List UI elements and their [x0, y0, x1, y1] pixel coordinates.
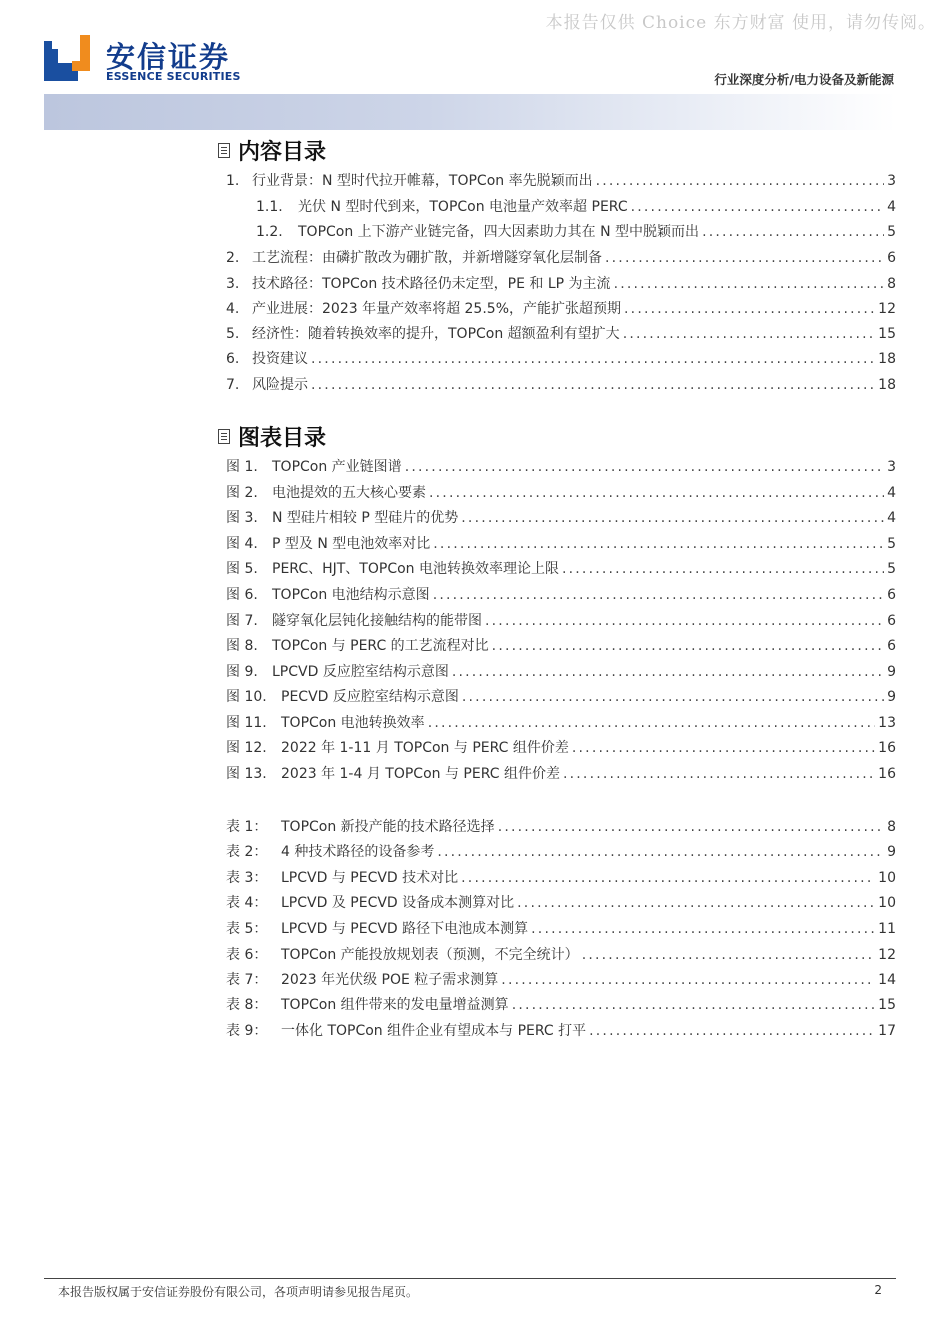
figure-entry[interactable] [226, 482, 896, 502]
toc-entry[interactable] [226, 221, 896, 241]
table-entry[interactable] [226, 841, 896, 861]
figure-entry-text: 电池提效的五大核心要素 [272, 485, 426, 501]
toc-entry[interactable] [226, 196, 896, 216]
table-entry-page: 12 [878, 947, 896, 963]
table-entry-number: 表 8： [226, 997, 268, 1013]
toc-entry[interactable] [226, 273, 896, 293]
figure-entry-page: 9 [887, 664, 896, 680]
figure-entry-text: TOPCon 电池转换效率 [281, 715, 425, 731]
toc-entry-text: 投资建议 [252, 351, 308, 367]
figures-title-text: 图表目录 [238, 426, 327, 451]
figure-entry-number: 图 3. [226, 510, 258, 526]
table-entry-page: 17 [878, 1023, 896, 1039]
figure-entry-text: TOPCon 电池结构示意图 [272, 587, 430, 603]
toc-entry-number: 7. [226, 377, 240, 393]
figure-entry[interactable] [226, 610, 896, 630]
watermark: 本报告仅供 Choice 东方财富 使用，请勿传阅。 [545, 13, 936, 33]
logo-chinese-name: 安信证券 [106, 40, 231, 74]
toc-entry-page: 18 [878, 377, 896, 393]
figure-entry-page: 3 [887, 459, 896, 475]
table-entry-text: LPCVD 及 PECVD 设备成本测算对比 [281, 895, 515, 911]
toc-entry-page: 8 [887, 276, 896, 292]
figure-entry-number: 图 2. [226, 485, 258, 501]
toc-entry-number: 3. [226, 276, 240, 292]
toc-entry-number: 4. [226, 301, 240, 317]
table-entry-number: 表 4： [226, 895, 268, 911]
toc-entry-text: 光伏 N 型时代到来，TOPCon 电池量产效率超 PERC [298, 199, 628, 215]
figure-entry-text: 2023 年 1-4 月 TOPCon 与 PERC 组件价差 [281, 766, 560, 782]
figure-entry-number: 图 13. [226, 766, 267, 782]
toc-entry-number: 5. [226, 326, 240, 342]
toc-entry-page: 18 [878, 351, 896, 367]
figure-entry-page: 5 [887, 536, 896, 552]
toc-entry-text: 产业进展：2023 年量产效率将超 25.5%，产能扩张超预期 [252, 301, 622, 317]
table-entry[interactable] [226, 944, 896, 964]
figure-entry[interactable] [226, 456, 896, 476]
figure-entry-number: 图 8. [226, 638, 258, 654]
contents-title [218, 135, 326, 166]
table-entry-text: TOPCon 产能投放规划表（预测，不完全统计） [281, 947, 579, 963]
toc-entry-text: 风险提示 [252, 377, 308, 393]
toc-entry-number: 6. [226, 351, 240, 367]
toc-entry-number: 1.1. [256, 199, 283, 215]
figure-entry-page: 6 [887, 587, 896, 603]
table-entry-text: 一体化 TOPCon 组件企业有望成本与 PERC 打平 [281, 1023, 587, 1039]
figure-entry-page: 9 [887, 689, 896, 705]
logo-english-name: ESSENCE SECURITIES [106, 70, 241, 83]
table-entry-number: 表 7： [226, 972, 268, 988]
figure-entry-text: PERC、HJT、TOPCon 电池转换效率理论上限 [272, 561, 559, 577]
figure-entry-text: TOPCon 与 PERC 的工艺流程对比 [272, 638, 489, 654]
report-type: 行业深度分析/电力设备及新能源 [714, 72, 894, 87]
toc-entry-number: 2. [226, 250, 240, 266]
figure-entry[interactable] [226, 558, 896, 578]
figure-entry-page: 5 [887, 561, 896, 577]
footer-disclaimer: 本报告版权属于安信证券股份有限公司，各项声明请参见报告尾页。 [58, 1285, 419, 1299]
table-entry-number: 表 9： [226, 1023, 268, 1039]
table-entry-text: TOPCon 新投产能的技术路径选择 [281, 819, 495, 835]
figure-entry-text: TOPCon 产业链图谱 [272, 459, 402, 475]
table-entry-text: LPCVD 与 PECVD 路径下电池成本测算 [281, 921, 529, 937]
table-entry[interactable] [226, 867, 896, 887]
figure-entry[interactable] [226, 661, 896, 681]
figure-entry[interactable] [226, 584, 896, 604]
figure-entry-text: P 型及 N 型电池效率对比 [272, 536, 431, 552]
figure-entry[interactable] [226, 686, 896, 706]
table-entry[interactable] [226, 969, 896, 989]
toc-entry-text: 经济性：随着转换效率的提升，TOPCon 超额盈利有望扩大 [252, 326, 620, 342]
table-entry[interactable] [226, 1020, 896, 1040]
figure-entry-page: 6 [887, 613, 896, 629]
figure-entry-page: 6 [887, 638, 896, 654]
document-icon [218, 143, 230, 158]
figure-entry[interactable] [226, 737, 896, 757]
logo-mark-icon [44, 35, 94, 85]
toc-entry-text: 行业背景：N 型时代拉开帷幕，TOPCon 率先脱颖而出 [252, 173, 593, 189]
table-entry-text: LPCVD 与 PECVD 技术对比 [281, 870, 459, 886]
table-entry-page: 11 [878, 921, 896, 937]
toc-entry-number: 1.2. [256, 224, 283, 240]
figure-entry-number: 图 5. [226, 561, 258, 577]
document-icon [218, 429, 230, 444]
figure-entry[interactable] [226, 635, 896, 655]
table-entry-number: 表 2： [226, 844, 268, 860]
toc-entry[interactable] [226, 247, 896, 267]
table-entry-page: 8 [887, 819, 896, 835]
figure-entry-number: 图 1. [226, 459, 258, 475]
table-entry-text: 4 种技术路径的设备参考 [281, 844, 435, 860]
toc-entry[interactable] [226, 298, 896, 318]
figure-entry-page: 16 [878, 740, 896, 756]
table-entry-text: 2023 年光伏级 POE 粒子需求测算 [281, 972, 499, 988]
footer-divider [44, 1278, 896, 1279]
figure-entry[interactable] [226, 712, 896, 732]
table-entry-page: 10 [878, 870, 896, 886]
table-entry-page: 9 [887, 844, 896, 860]
figure-entry-text: N 型硅片相较 P 型硅片的优势 [272, 510, 459, 526]
figure-entry-number: 图 12. [226, 740, 267, 756]
table-entry-page: 10 [878, 895, 896, 911]
table-entry-number: 表 5： [226, 921, 268, 937]
page-number: 2 [874, 1283, 882, 1297]
table-entry[interactable] [226, 918, 896, 938]
toc-entry[interactable] [226, 323, 896, 343]
company-logo [44, 33, 244, 89]
contents-title-text: 内容目录 [238, 140, 327, 165]
header-band [44, 94, 896, 130]
table-entry-number: 表 6： [226, 947, 268, 963]
table-entry-number: 表 3： [226, 870, 268, 886]
toc-entry[interactable] [226, 374, 896, 394]
toc-entry-page: 3 [887, 173, 896, 189]
figure-entry-text: LPCVD 反应腔室结构示意图 [272, 664, 449, 680]
figure-entry[interactable] [226, 507, 896, 527]
figure-entry-number: 图 11. [226, 715, 267, 731]
toc-entry[interactable] [226, 170, 896, 190]
figure-entry-number: 图 4. [226, 536, 258, 552]
figure-entry-page: 4 [887, 485, 896, 501]
figure-entry-number: 图 7. [226, 613, 258, 629]
table-entry-text: TOPCon 组件带来的发电量增益测算 [281, 997, 509, 1013]
figure-entry-text: 隧穿氧化层钝化接触结构的能带图 [272, 613, 482, 629]
figures-title [218, 421, 326, 452]
figure-entry-page: 16 [878, 766, 896, 782]
toc-entry-page: 5 [887, 224, 896, 240]
figure-entry-text: 2022 年 1-11 月 TOPCon 与 PERC 组件价差 [281, 740, 569, 756]
table-entry-page: 15 [878, 997, 896, 1013]
toc-entry-text: 技术路径：TOPCon 技术路径仍未定型，PE 和 LP 为主流 [252, 276, 611, 292]
figure-entry-number: 图 6. [226, 587, 258, 603]
figure-entry-number: 图 10. [226, 689, 267, 705]
toc-entry-number: 1. [226, 173, 240, 189]
table-entry-number: 表 1： [226, 819, 268, 835]
table-entry[interactable] [226, 892, 896, 912]
toc-entry-page: 6 [887, 250, 896, 266]
table-entry[interactable] [226, 994, 896, 1014]
figure-entry[interactable] [226, 763, 896, 783]
toc-entry-page: 12 [878, 301, 896, 317]
figure-entry-page: 4 [887, 510, 896, 526]
toc-entry-text: TOPCon 上下游产业链完备，四大因素助力其在 N 型中脱颖而出 [298, 224, 700, 240]
figure-entry-number: 图 9. [226, 664, 258, 680]
figure-entry-text: PECVD 反应腔室结构示意图 [281, 689, 459, 705]
toc-entry-text: 工艺流程：由磷扩散改为硼扩散，并新增隧穿氧化层制备 [252, 250, 602, 266]
table-entry[interactable] [226, 816, 896, 836]
toc-entry-page: 4 [887, 199, 896, 215]
table-entry-page: 14 [878, 972, 896, 988]
figure-entry[interactable] [226, 533, 896, 553]
figure-entry-page: 13 [878, 715, 896, 731]
toc-entry[interactable] [226, 348, 896, 368]
toc-entry-page: 15 [878, 326, 896, 342]
